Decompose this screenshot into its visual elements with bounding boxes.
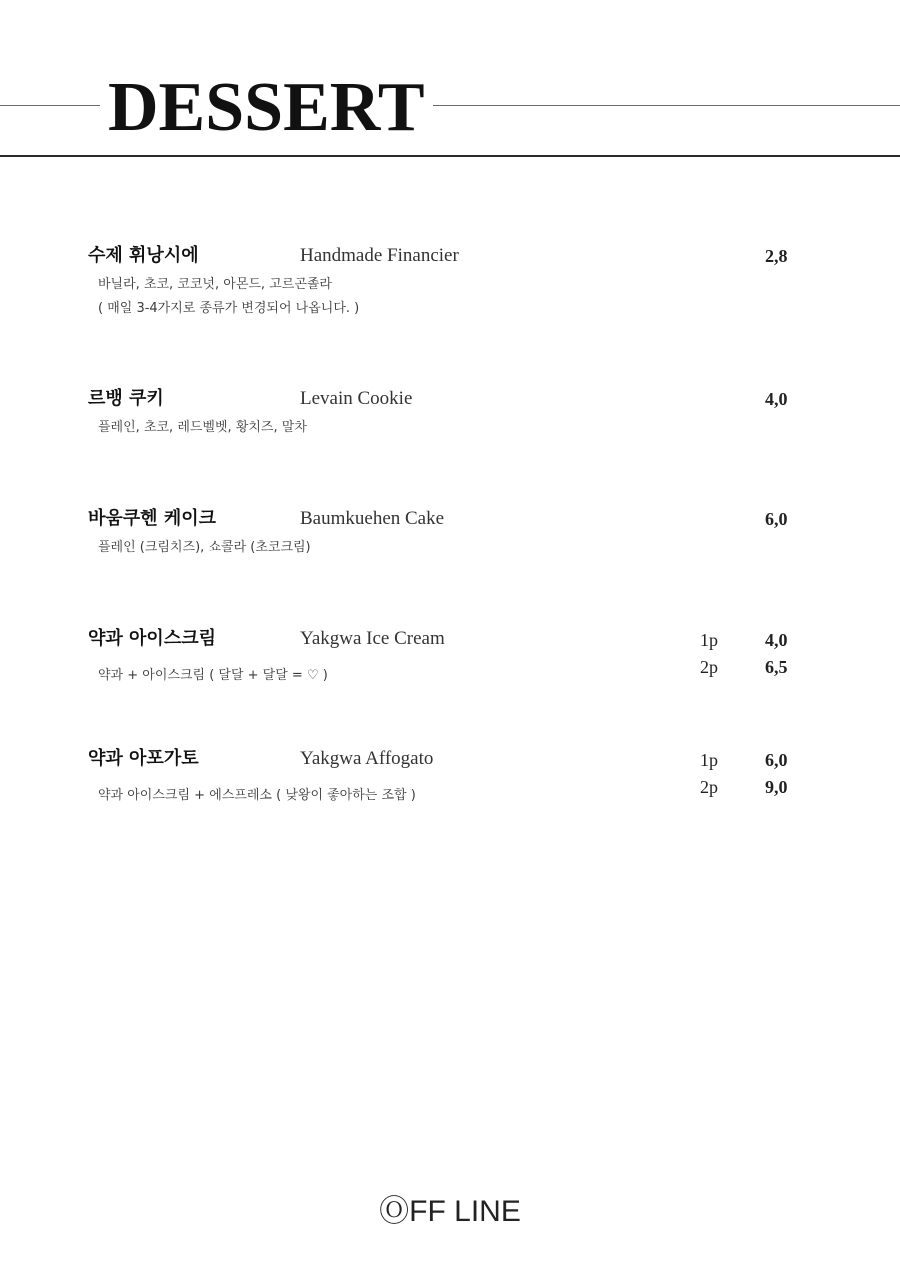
price-row xyxy=(88,747,808,773)
item-description: 약과 + 아이스크림 ( 달달 + 달달 = ♡ ) xyxy=(98,668,328,683)
price-row xyxy=(88,627,808,653)
item-name-korean: 약과 아이스크림 xyxy=(88,628,216,649)
item-name-english: Levain Cookie xyxy=(300,388,413,409)
item-price: 6,0 xyxy=(765,509,788,529)
item-portion: 1p xyxy=(700,630,718,650)
item-name-english: Baumkuehen Cake xyxy=(300,508,445,529)
item-price: 6,5 xyxy=(765,657,788,677)
menu-item-levain-cookie xyxy=(88,386,808,486)
item-portion: 2p xyxy=(700,777,718,797)
item-name-english: Handmade Financier xyxy=(300,245,459,266)
item-portion: 2p xyxy=(700,657,718,677)
menu-item-financier xyxy=(88,243,808,343)
item-price: 4,0 xyxy=(765,630,788,650)
item-price: 4,0 xyxy=(765,389,788,409)
item-description: 플레인 (크림치즈), 쇼콜라 (초코크림) xyxy=(98,540,311,555)
item-name-korean: 약과 아포가토 xyxy=(88,748,199,769)
price-row xyxy=(88,774,808,800)
price-row xyxy=(88,243,808,269)
item-description: 바닐라, 초코, 코코넛, 아몬드, 고르곤졸라 xyxy=(98,277,332,292)
item-portion: 1p xyxy=(700,750,718,770)
item-description-note: ( 매일 3-4가지로 종류가 변경되어 나옵니다. ) xyxy=(98,301,360,316)
menu-item-yakgwa-ice-cream xyxy=(88,626,808,726)
item-name-korean: 수제 휘낭시에 xyxy=(88,245,199,266)
price-row xyxy=(88,506,808,532)
header-rule-thick xyxy=(0,155,900,157)
brand-logo-text: ⓄFF LINE xyxy=(379,1195,521,1228)
item-description: 플레인, 초코, 레드벨벳, 황치즈, 말차 xyxy=(98,420,307,435)
item-name-korean: 르뱅 쿠키 xyxy=(88,388,164,409)
item-price: 6,0 xyxy=(765,750,788,770)
item-name-english: Yakgwa Ice Cream xyxy=(300,628,445,649)
price-row xyxy=(88,654,808,680)
item-price: 9,0 xyxy=(765,777,788,797)
item-description: 약과 아이스크림 + 에스프레소 ( 낮왕이 좋아하는 조합 ) xyxy=(98,788,416,803)
menu-item-yakgwa-affogato xyxy=(88,746,808,846)
item-name-korean: 바움쿠헨 케이크 xyxy=(88,508,216,529)
page-title: DESSERT xyxy=(100,68,433,148)
item-price: 2,8 xyxy=(765,246,788,266)
menu-item-baumkuchen xyxy=(88,506,808,606)
item-name-english: Yakgwa Affogato xyxy=(300,748,434,769)
price-row xyxy=(88,386,808,412)
